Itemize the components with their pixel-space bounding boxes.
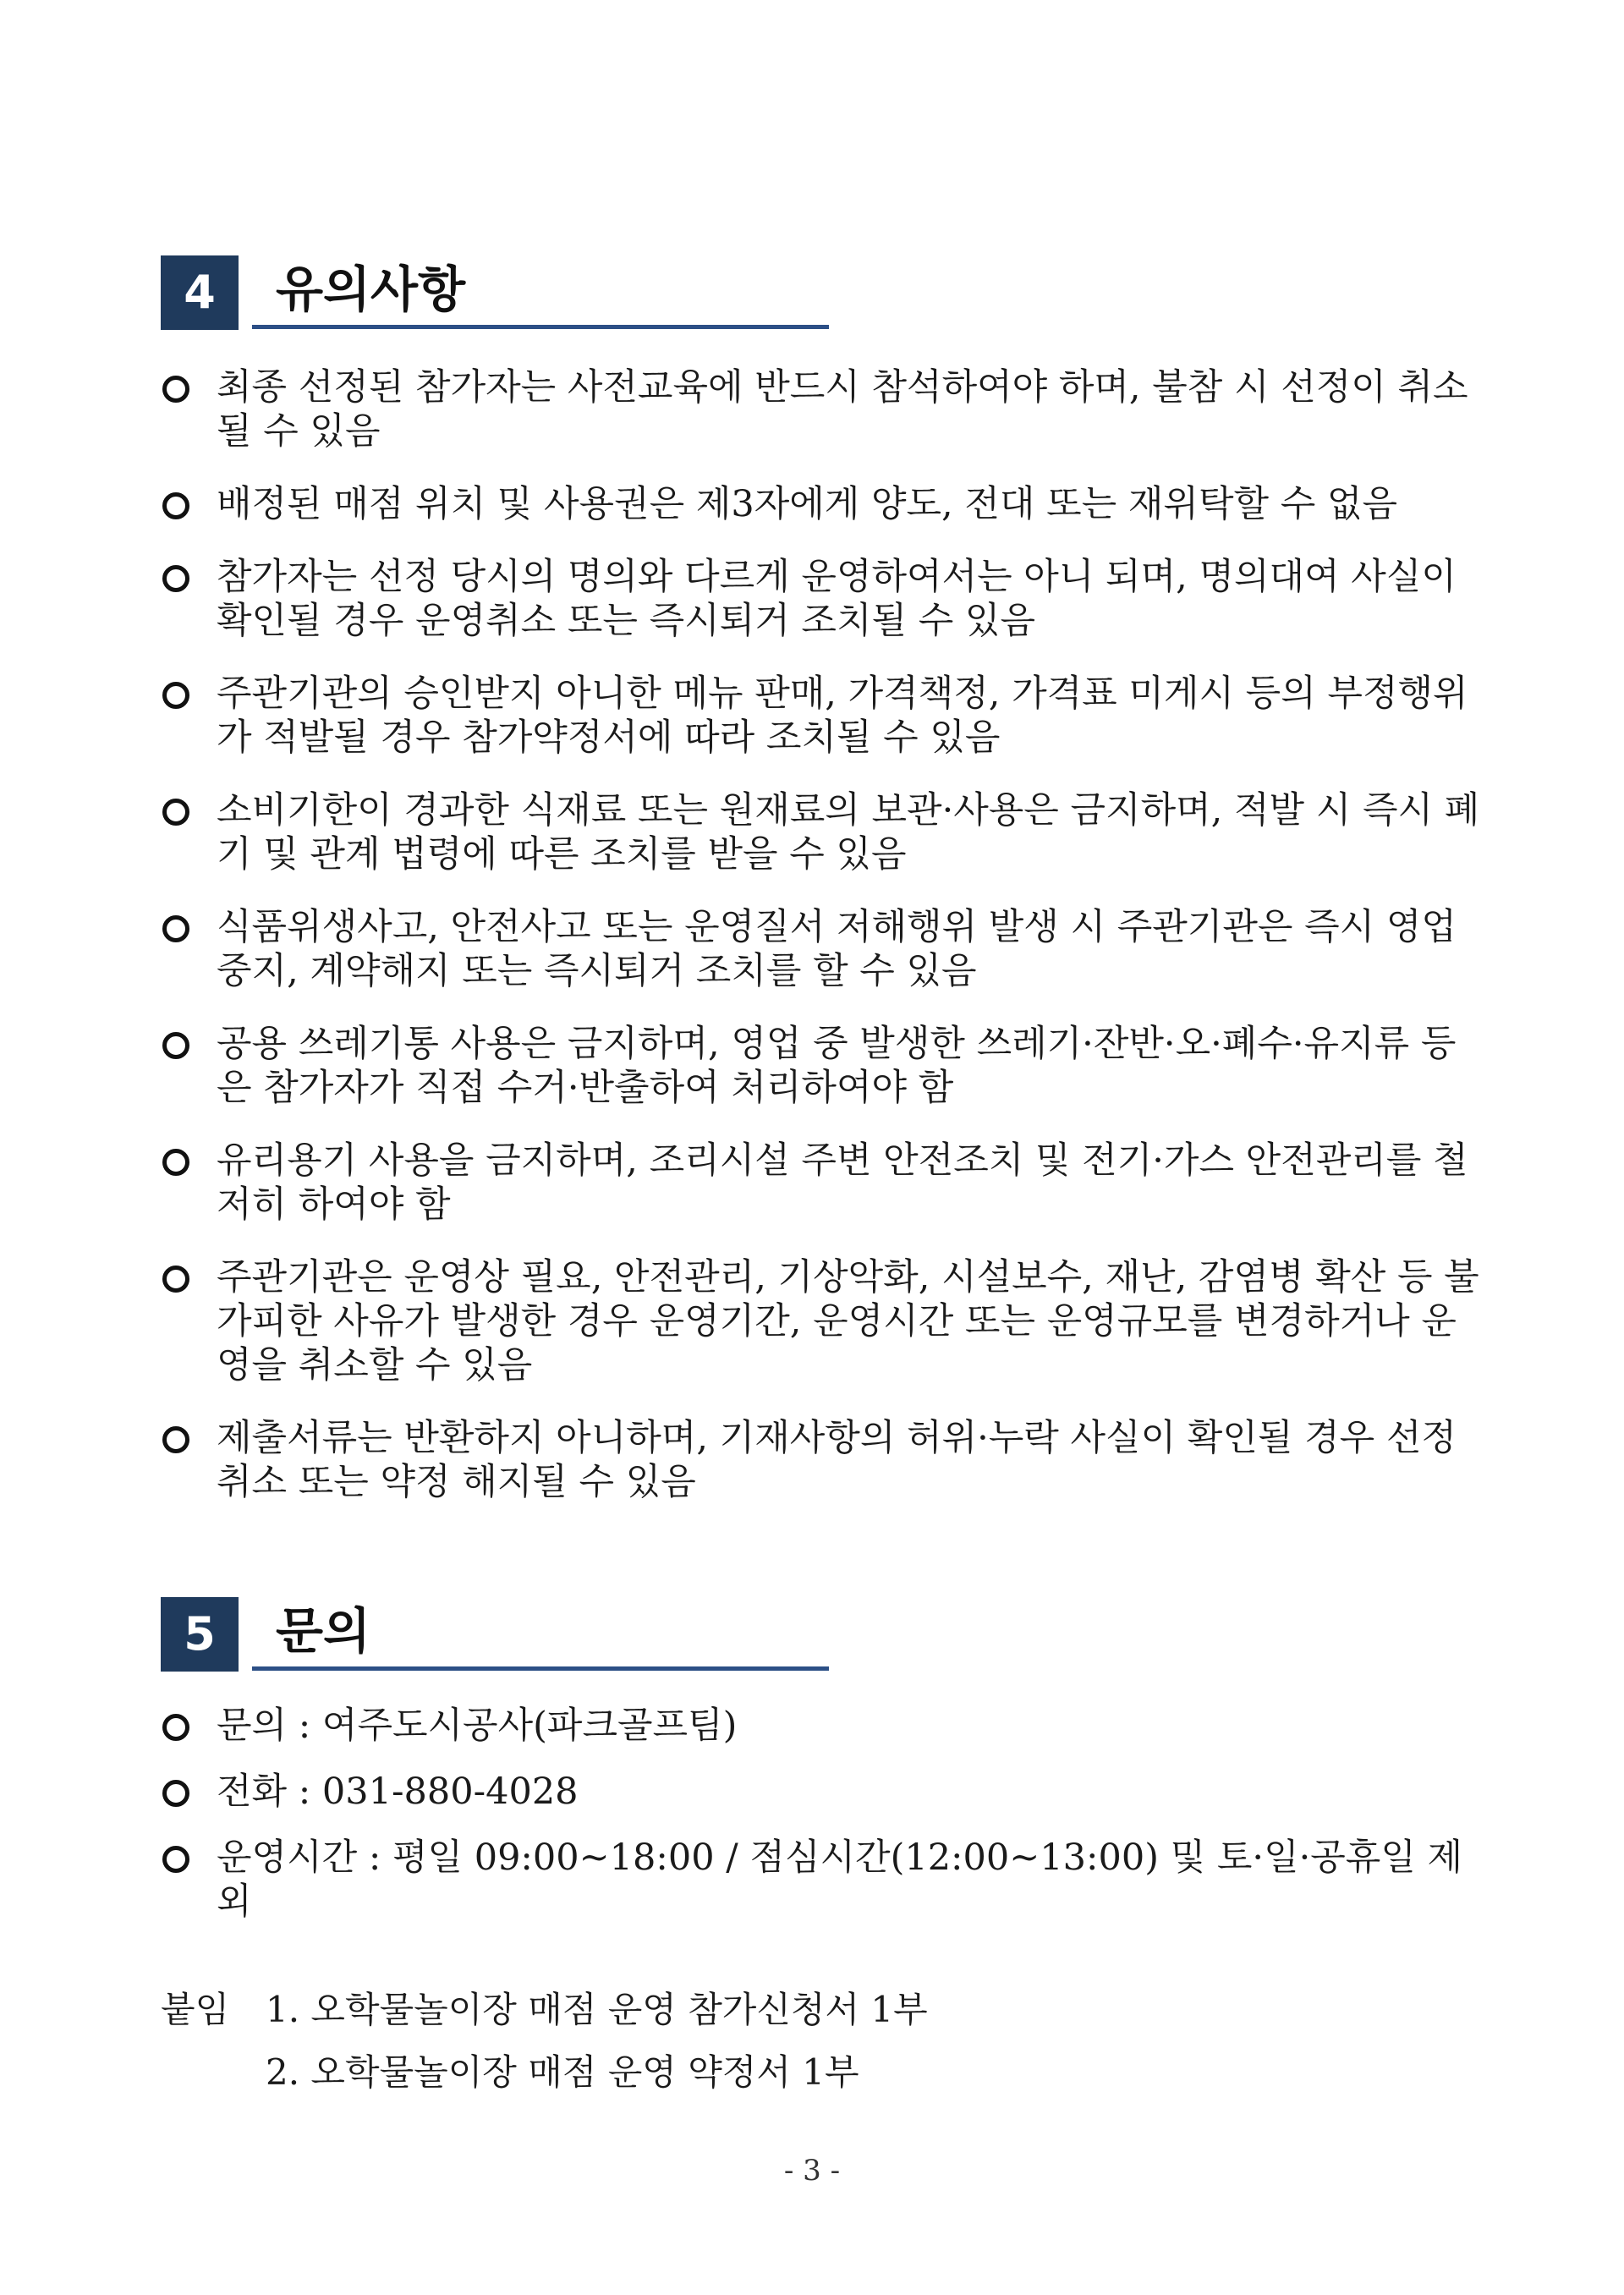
circle-bullet-icon (162, 1032, 189, 1059)
list-item: 공용 쓰레기통 사용은 금지하며, 영업 중 발생한 쓰레기·잔반·오·폐수·유지류 등은 참가자가 직접 수거·반출하여 처리하여야 함 (161, 1022, 1480, 1110)
section-title: 유의사항 (276, 261, 466, 318)
list-item: 참가자는 선정 당시의 명의와 다르게 운영하여서는 아니 되며, 명의대여 사실이 확인될 경우 운영취소 또는 즉시퇴거 조치될 수 있음 (161, 555, 1480, 643)
list-item: 최종 선정된 참가자는 사전교육에 반드시 참석하여야 하며, 불참 시 선정이 취소될 수 있음 (161, 365, 1480, 453)
heading-underline (252, 1666, 829, 1671)
attachment-item: 2. 오학물놀이장 매점 운영 약정서 1부 (266, 2051, 859, 2093)
list-item: 소비기한이 경과한 식재료 또는 원재료의 보관·사용은 금지하며, 적발 시 즉시 폐기 및 관계 법령에 따른 조치를 받을 수 있음 (161, 788, 1480, 876)
attachments-list (266, 1988, 1196, 2113)
circle-bullet-icon (162, 1780, 189, 1807)
circle-bullet-icon (162, 565, 189, 592)
attachments-label: 붙임 (161, 1989, 230, 2030)
list-item: 주관기관은 운영상 필요, 안전관리, 기상악화, 시설보수, 재난, 감염병 확산 등 불가피한 사유가 발생한 경우 운영기간, 운영시간 또는 운영규모를 변경하거나 운영을 취소할 수 있음 (161, 1255, 1480, 1387)
section-number: 5 (161, 1597, 239, 1672)
list-item: 식품위생사고, 안전사고 또는 운영질서 저해행위 발생 시 주관기관은 즉시 영업중지, 계약해지 또는 즉시퇴거 조치를 할 수 있음 (161, 905, 1480, 993)
list-item: 주관기관의 승인받지 아니한 메뉴 판매, 가격책정, 가격표 미게시 등의 부정행위가 적발될 경우 참가약정서에 따라 조치될 수 있음 (161, 672, 1480, 760)
list-item: 운영시간 : 평일 09:00~18:00 / 점심시간(12:00~13:00) 및 토·일·공휴일 제외 (161, 1836, 1480, 1924)
page-number: - 3 - (783, 2154, 841, 2188)
circle-bullet-icon (162, 376, 189, 403)
circle-bullet-icon (162, 915, 189, 942)
list-item: 유리용기 사용을 금지하며, 조리시설 주변 안전조치 및 전기·가스 안전관리를 철저히 하여야 함 (161, 1139, 1480, 1227)
section-title: 문의 (276, 1602, 371, 1660)
circle-bullet-icon (162, 1426, 189, 1453)
list-item: 문의 : 여주도시공사(파크골프팀) (161, 1704, 1480, 1748)
list-item: 배정된 매점 위치 및 사용권은 제3자에게 양도, 전대 또는 재위탁할 수 없음 (161, 482, 1480, 526)
list-item: 제출서류는 반환하지 아니하며, 기재사항의 허위·누락 사실이 확인될 경우 선정 취소 또는 약정 해지될 수 있음 (161, 1416, 1480, 1504)
attachment-item: 1. 오학물놀이장 매점 운영 참가신청서 1부 (266, 1989, 928, 2030)
heading-underline (252, 325, 829, 329)
section-5-heading (161, 1597, 829, 1665)
circle-bullet-icon (162, 1714, 189, 1741)
section-number: 4 (161, 255, 239, 330)
circle-bullet-icon (162, 1149, 189, 1176)
contact-list (161, 1704, 1480, 1946)
circle-bullet-icon (162, 1266, 189, 1293)
list-item: 전화 : 031-880-4028 (161, 1770, 1480, 1814)
circle-bullet-icon (162, 492, 189, 519)
circle-bullet-icon (162, 1846, 189, 1873)
section-4-heading (161, 255, 829, 323)
circle-bullet-icon (162, 799, 189, 826)
notice-list (161, 365, 1480, 1533)
circle-bullet-icon (162, 682, 189, 709)
